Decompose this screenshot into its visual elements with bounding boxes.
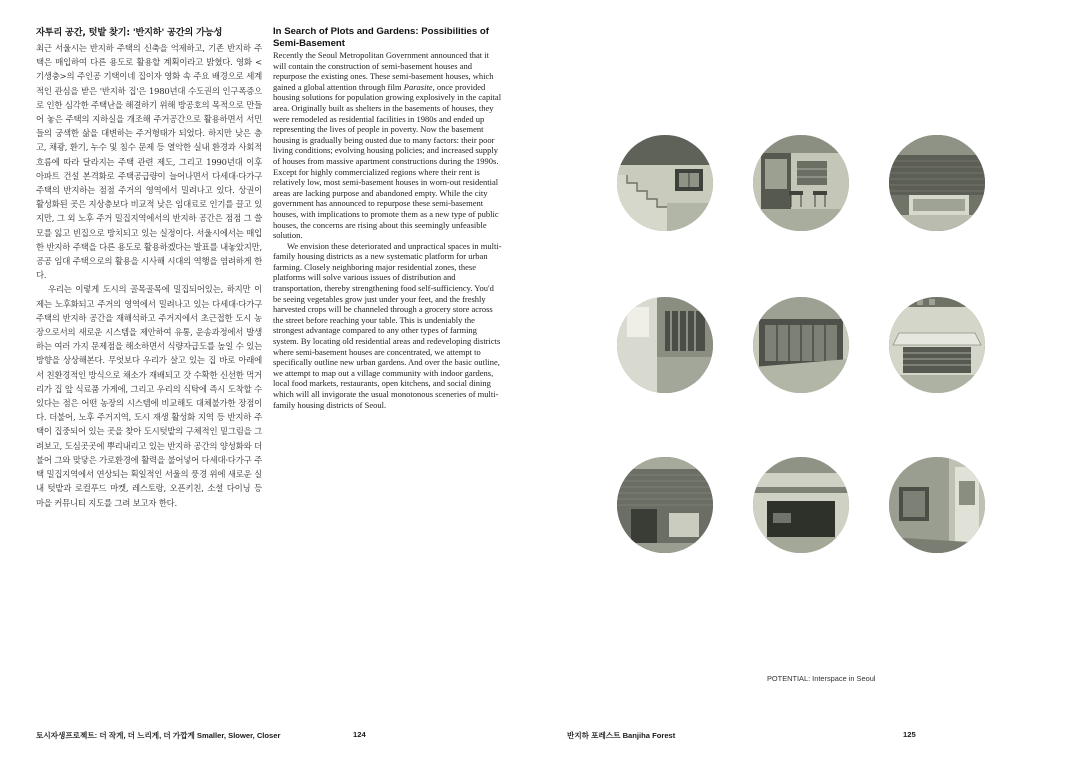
english-paragraph-1-start: Recently the Seoul Metropolitan Government announced that it will contain the construction of semi-basement houses and repurpose the existing ones. These semi-basement houses, which gained a global attention through film xyxy=(273,50,494,92)
photo-awning-window xyxy=(889,297,985,393)
english-paragraph-1 xyxy=(273,50,503,241)
korean-text-column xyxy=(36,26,262,510)
photo-sunken-window xyxy=(753,297,849,393)
korean-paragraph-1: 최근 서울시는 반지하 주택의 신축을 억제하고, 기존 반지하 주택은 매입하여 다른 용도로 활용할 계획이라고 밝혔다. 영화 <기생충>의 주인공 기택이네 집이자 영화 속 주요 배경으로 세계적인 관심을 받은 '반지하 집'은 1980년대 수도권의 인구폭증으로 인한 심각한 주택난을 해결하기 위해 방공호의 목적으로 만들어 놓은 주택의 지하실을 개조해 주거공간으로 활용하면서 서민들의 궁색한 삶을 대변하는 주거형태가 되었다. 하지만 낮은 층고, 채광, 환기, 누수 및 침수 문제 등 열악한 실내 환경과 사회적 흐름에 따라 달라지는 주택 관련 제도, 그리고 1990년대 이후 아파트 건설 본격화로 주택공급량이 늘어나면서 다세대·다가구 주택의 반지하는 점점 주거의 영역에서 밀려나고 있다. 상권이 활성화된 곳은 지상층보다 비교적 낮은 임대료로 인기를 끌고 있지만, 그 외 노후 주거 밀집지역에서의 반지하 공간은 점점 그 쓸모를 잃고 빈집으로 방치되고 있는 실정이다. 서울시에서는 매입한 반지하 주택을 다른 용도로 활용하겠다는 발표를 내놓았지만, 공공 임대 주택으로의 활용을 시사해 시대의 역행을 염려하게 한다. xyxy=(36,43,262,281)
photo-garage-entrance xyxy=(753,457,849,553)
footer-right-page-number: 125 xyxy=(903,730,916,739)
photo-alley-building xyxy=(889,457,985,553)
english-paragraph-1-end: , once provided housing solutions for population growing explosively in the capital area. Originally built as shelters in the basements of houses, they were remodeled as residential facilities in 1980s and ended up representing the lives of people in poverty. Now the basement housing is gradually being ousted due to many factors: their poor living conditions; evolving housing policies; and increased supply of houses from massive apartment constructions during the 1990s. Except for highly commercialized regions where their rent is relatively low, most semi-basement houses in worn-out residential areas are lacking purpose and abandoned empty. While the city government has announced to repurpose these semi-basement houses, with implications to promote them as a new type of public houses, the concerns are rising about this seemingly unfeasible solution. xyxy=(273,81,502,241)
photo-barred-window xyxy=(617,297,713,393)
photo-brick-door xyxy=(617,457,713,553)
english-paragraph-2: We envision these deteriorated and unpractical spaces in multi-family housing districts as a new systematic platform for urban farming. Closely neighboring major residential zones, these platforms will solve various issues of distribution and transportation, thereby strengthening food self-sufficiency. You'd be seeing vegetables grow just under your feet, and the freshly harvested crops will be channeled through a grocery store across the street before reaching your table. This is undeniably the strongest advantage compared to any other types of farming system. By locating old residential areas and redeveloping districts where semi-basement houses are concentrated, we attempt to specifically outline new urban gardens. And over the basic outline, we attempt to map out a village community with indoor gardens, local food markets, restaurants, open kitchens, and social dining which will all invigorate the usual monotonous sceneries of multi-family housing districts of Seoul. xyxy=(273,240,502,410)
figure-caption: POTENTIAL: Interspace in Seoul xyxy=(767,674,876,683)
photo-stairs-window xyxy=(617,135,713,231)
film-title: Parasite xyxy=(403,81,433,92)
footer-left-title: 토시자생프로젝트: 더 작게, 더 느리게, 더 가깝게 Smaller, Slower, Closer xyxy=(36,731,281,740)
korean-heading: 자투리 공간, 텃밭 찾기: '반지하' 공간의 가능성 xyxy=(36,27,223,38)
korean-paragraph-2: 우리는 이렇게 도시의 골목골목에 밀집되어있는, 하지만 이제는 노후화되고 주거의 영역에서 밀려나고 있는 다세대·다가구 주택의 반지하 공간을 재해석하고 주거지에서 초근접한 도시 농장으로서의 새로운 시스템을 제안하여 유통, 운송과정에서 발생하는 여러 가지 문제점을 해소하면서 식량자급도를 높일 수 있는 방향을 상상해본다. 무엇보다 우리가 살고 있는 집 바로 아래에서 친환경적인 방식으로 채소가 재배되고 갓 수확한 신선한 먹거리가 집 앞 식료품 가게에, 그리고 우리의 식탁에 즉시 도착할 수 있다는 점은 어떤 농장의 시스템에 비교해도 대체불가한 장점이다. 더불어, 노후 주거지역, 도시 재생 활성화 지역 등 반지하 주택이 집중되어 있는 곳을 찾아 도시텃밭의 구체적인 밑그림을 그려보고, 도심곳곳에 뿌리내리고 있는 반지하 공간의 양성화와 더불어 그와 맞닿은 가로환경에 활력을 불어넣어 다세대·다가구 주택 밀집지역에서 연상되는 획일적인 서울의 풍경 위에 새로운 실내 텃밭과 로컬푸드 마켓, 레스토랑, 오픈키친, 소셜 다이닝 등 마을 커뮤니티 지도를 그려 보고자 한다. xyxy=(36,284,262,508)
footer-left-page-number: 124 xyxy=(353,730,366,739)
footer-right-title: 반지하 포레스트 Banjiha Forest xyxy=(567,731,676,740)
photo-chairs-doorway xyxy=(753,135,849,231)
photo-brick-window xyxy=(889,135,985,231)
english-text-column xyxy=(273,26,503,410)
photo-grid xyxy=(617,135,987,585)
english-heading: In Search of Plots and Gardens: Possibilities of Semi-Basement xyxy=(273,26,489,49)
